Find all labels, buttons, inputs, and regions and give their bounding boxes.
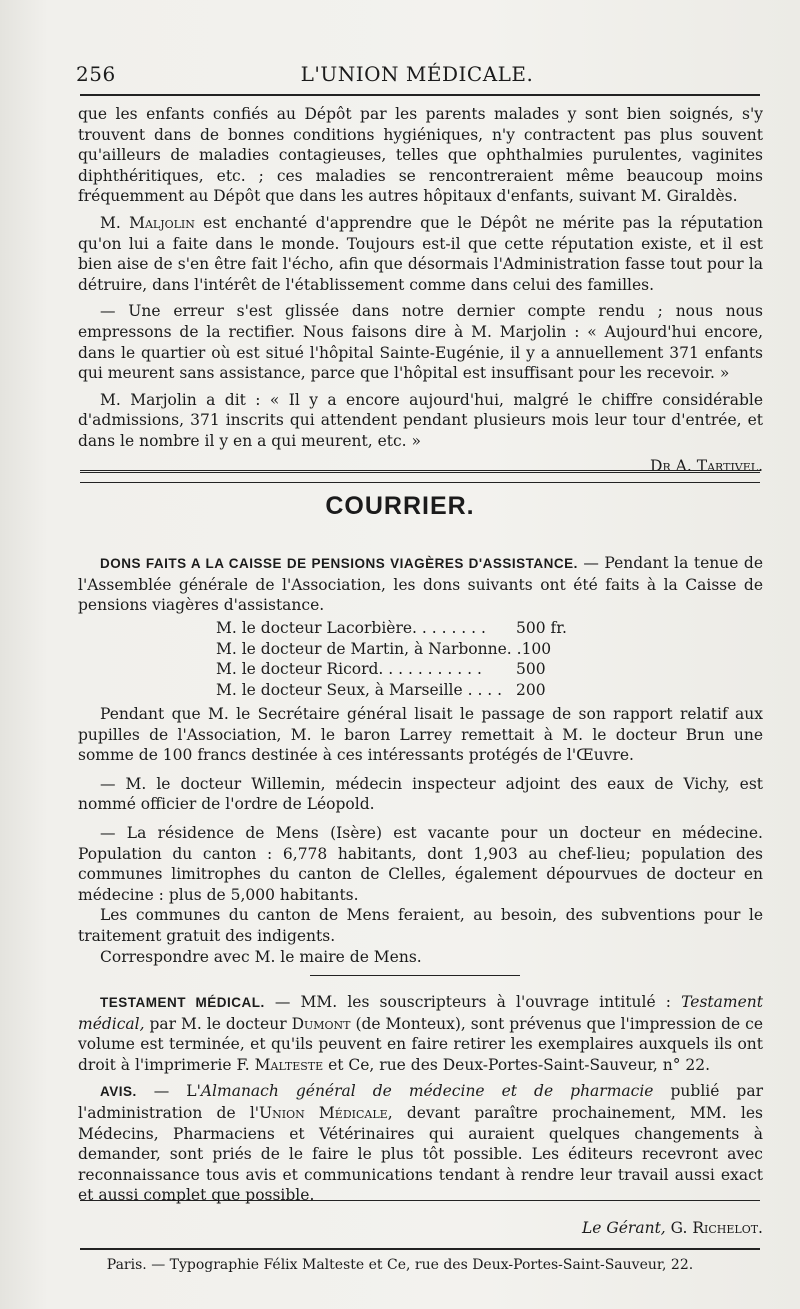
section-divider [80,470,760,473]
paragraph-maljolin: M. Maljolin est enchanté d'apprendre que le Dépôt ne mérite pas la réputation qu'on lui a faite dans le monde. Toujours est-il que cette réputation existe, et il est bien aise de s'en être fait l'écho, afin que désormais l'Administration fasse tout pour la détruire, dans l'intérêt de l'établissement comme dans celui des familles. [78,213,763,294]
section-news [78,704,763,967]
section-divider-2 [80,482,760,483]
paragraph-giraldes: que les enfants confiés au Dépôt par les parents malades y sont bien soignés, s'y trouvent dans de bonnes conditions hygiéniques, n'y contractent pas plus souvent qu'ailleurs de maladies contagieuses, telles que ophthalmies purulentes, vaginites diphthéritiques, etc. ; ces maladies se rencontreraient même beaucoup moins fréquemment au Dépôt que dans les autres hôpitaux d'enfants, suivant M. Giraldès. [78,105,763,206]
donation-row: M. le docteur Ricord. . . . . . . . . . . 500 [216,660,546,679]
paragraph-erratum: — Une erreur s'est glissée dans notre dernier compte rendu ; nous nous empressons de la rectifier. Nous faisons dire à M. Marjolin : « Aujourd'hui encore, dans le quartier où est situé l'hôpital Sainte-Eugénie, il y a annuellement 371 enfants qui meurent sans assistance, parce que l'hôpital est insuffisant pour les recevoir. » [78,302,763,383]
speaker-name: M. Maljolin [100,213,195,232]
paragraph-larrey: Pendant que M. le Secrétaire général lisait le passage de son rapport relatif aux pupilles de l'Association, M. le baron Larrey remettait à M. le docteur Brun une somme de 100 francs destinée à ces intéressants protégés de l'Œuvre. [78,705,763,765]
section-discussion [78,104,763,476]
paragraph-mens: — La résidence de Mens (Isère) est vacante pour un docteur en médecine. Population du canton : 6,778 habitants, dont 1,903 au chef-lieu; population des communes limitrophes du canton de Clelles, également dépourvues de docteur en médecine : plus de 5,000 habitants. [78,823,763,904]
paragraph-marjolin: M. Marjolin a dit : « Il y a encore aujourd'hui, malgré le chiffre considérable d'admissions, 371 inscrits qui attendent pendant plusieurs mois leur tour d'entrée, et dans le nombre il y en a qui meurent, etc. » [78,390,763,450]
gerant-line: Le Gérant, G. Richelot. [581,1219,763,1237]
running-title: L'UNION MÉDICALE. [300,62,534,86]
paragraph-testament: TESTAMENT MÉDICAL. — MM. les souscripteurs à l'ouvrage intitulé : Testament médical, par M. le docteur Dumont (de Monteux), sont prévenus que l'impression de ce volume est terminée, et qu'ils peuvent en faire retirer les exemplaires auxquels ils ont droit à l'imprimerie F. Malteste et Ce, rue des Deux-Portes-Saint-Sauveur, n° 22. [78,993,763,1074]
closing-rule [80,1200,760,1201]
section-notices [78,992,763,1206]
header-rule [80,94,760,96]
page-number: 256 [76,62,116,86]
avis-heading: AVIS. [100,1084,137,1100]
section-title-courrier: COURRIER. [325,492,475,520]
imprint-footer: Paris. — Typographie Félix Malteste et Ce, rue des Deux-Portes-Saint-Sauveur, 22. [106,1257,694,1273]
footer-rule [80,1248,760,1250]
paragraph-communes: Les communes du canton de Mens feraient, au besoin, des subventions pour le traitement gratuit des indigents. [78,906,763,945]
paragraph-dons: DONS FAITS A LA CAISSE DE PENSIONS VIAGÈRES D'ASSISTANCE. — Pendant la tenue de l'Assemblée générale de l'Association, les dons suivants ont été faits à la Caisse de pensions viagères d'assistance. [78,554,764,615]
donation-row: M. le docteur Seux, à Marseille . . . . 200 [216,680,546,699]
paragraph-willemin: — M. le docteur Willemin, médecin inspecteur adjoint des eaux de Vichy, est nommé officier de l'ordre de Léopold. [78,774,763,814]
donation-row: M. le docteur Lacorbière. . . . . . . . 500 fr. [216,619,567,637]
paragraph-correspondre: Correspondre avec M. le maire de Mens. [100,947,422,966]
signature: Dr A. Tartivel. [650,456,763,475]
paragraph-avis: AVIS. — L'Almanach général de médecine et de pharmacie publié par l'administration de l'Union Médicale, devant paraître prochainement, MM. les Médecins, Pharmaciens et Vétérinaires qui auraient quelques changements à demander, sont priés de le faire le plus tôt possible. Les éditeurs recevront avec reconnaissance tous avis et communications tendant à rendre leur travail aussi exact et aussi complet que possible. [78,1082,763,1205]
testament-heading: TESTAMENT MÉDICAL. [100,995,265,1010]
donations-list [216,618,576,700]
donation-row: M. le docteur de Martin, à Narbonne. . 100 [216,639,552,658]
dons-heading: DONS FAITS A LA CAISSE DE PENSIONS VIAGÈRES D'ASSISTANCE. [100,556,578,571]
page-header [72,58,762,88]
short-divider [310,975,520,976]
